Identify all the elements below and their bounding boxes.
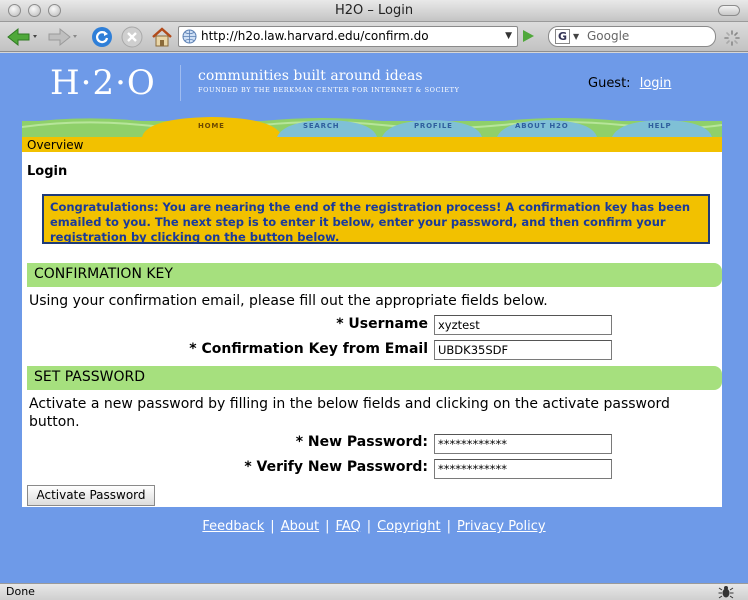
reload-icon	[91, 26, 113, 48]
verify-password-field[interactable]: ************	[434, 459, 612, 479]
history-dropdown-icon[interactable]: ▼	[505, 31, 512, 41]
go-icon[interactable]	[520, 28, 536, 44]
footer-link-feedback[interactable]: Feedback	[202, 519, 265, 534]
window-title: H2O – Login	[334, 3, 414, 18]
nav-search[interactable]: SEARCH	[303, 122, 340, 130]
footer-link-privacy-policy[interactable]: Privacy Policy	[457, 519, 546, 534]
confirmation-description: Using your confirmation email, please fill out the appropriate fields below.	[29, 293, 548, 309]
nav-about-h2o[interactable]: ABOUT H2O	[515, 122, 569, 130]
footer-link-copyright[interactable]: Copyright	[377, 519, 441, 534]
h2o-logo[interactable]: H·2·O	[50, 63, 156, 103]
engine-dropdown-icon[interactable]: ▼	[573, 32, 580, 41]
activate-password-button[interactable]: Activate Password	[27, 485, 155, 506]
site-subtagline: FOUNDED BY THE BERKMAN CENTER FOR INTERNET & SOCIETY	[198, 86, 460, 94]
back-arrow-icon	[5, 27, 39, 47]
confirmation-key-label: * Confirmation Key from Email	[189, 341, 428, 357]
guest-status	[588, 76, 671, 91]
breadcrumb[interactable]: Overview	[27, 138, 84, 152]
address-bar[interactable]	[178, 26, 518, 47]
new-password-field[interactable]: ************	[434, 434, 612, 454]
login-link[interactable]: login	[639, 76, 672, 91]
stop-icon	[121, 26, 143, 48]
header-divider	[180, 65, 181, 101]
window-titlebar	[0, 0, 748, 22]
forward-button[interactable]	[44, 25, 80, 49]
reload-button[interactable]	[90, 25, 114, 49]
stop-button[interactable]	[120, 25, 144, 49]
site-tagline: communities built around ideas	[198, 68, 423, 84]
confirmation-key-field[interactable]: UBDK35SDF	[434, 340, 612, 360]
confirmation-key-header	[27, 263, 722, 287]
login-content	[22, 152, 722, 507]
forward-arrow-icon	[45, 27, 79, 47]
browser-toolbar	[0, 22, 748, 52]
footer-separator: |	[446, 519, 452, 534]
loading-spinner-icon	[724, 30, 740, 46]
username-label: * Username	[336, 316, 428, 332]
bug-icon[interactable]	[718, 585, 734, 599]
back-button[interactable]	[4, 25, 40, 49]
page-title: Login	[27, 164, 68, 179]
home-button[interactable]	[150, 25, 174, 49]
search-placeholder: Google	[587, 29, 630, 43]
toolbar-toggle-button[interactable]	[718, 5, 740, 16]
set-password-header	[27, 366, 722, 390]
google-engine-icon[interactable]: G	[555, 29, 570, 44]
password-description: Activate a new password by filling in the below fields and clicking on the activate password button.	[29, 396, 670, 430]
guest-label: Guest:	[588, 76, 631, 91]
footer-link-about[interactable]: About	[280, 519, 320, 534]
globe-icon	[182, 29, 197, 44]
page-viewport	[0, 53, 748, 583]
footer-separator: |	[325, 519, 330, 534]
verify-password-label: * Verify New Password:	[244, 459, 428, 475]
confirmation-key-heading: CONFIRMATION KEY	[34, 266, 173, 282]
nav-profile[interactable]: PROFILE	[414, 122, 453, 130]
status-bar	[0, 583, 748, 600]
site-footer	[0, 519, 748, 534]
nav-help[interactable]: HELP	[648, 122, 672, 130]
home-icon	[151, 26, 173, 48]
username-field[interactable]: xyztest	[434, 315, 612, 335]
footer-link-faq[interactable]: FAQ	[335, 519, 361, 534]
search-input[interactable]	[548, 26, 716, 47]
set-password-heading: SET PASSWORD	[34, 369, 146, 385]
status-text: Done	[6, 585, 35, 598]
footer-separator: |	[270, 519, 275, 534]
address-text: http://h2o.law.harvard.edu/confirm.do	[201, 29, 429, 43]
nav-background	[22, 115, 722, 137]
footer-separator: |	[366, 519, 372, 534]
new-password-label: * New Password:	[295, 434, 428, 450]
site-header	[22, 53, 722, 119]
breadcrumb-bar	[22, 137, 722, 152]
registration-notice: Congratulations: You are nearing the end of the registration process! A confirmation key has been emailed to you. The next step is to enter it below, enter your password, and then confirm your registration by clicking on the button below.	[42, 194, 710, 244]
nav-home[interactable]: HOME	[198, 122, 225, 130]
main-navigation	[22, 115, 722, 137]
